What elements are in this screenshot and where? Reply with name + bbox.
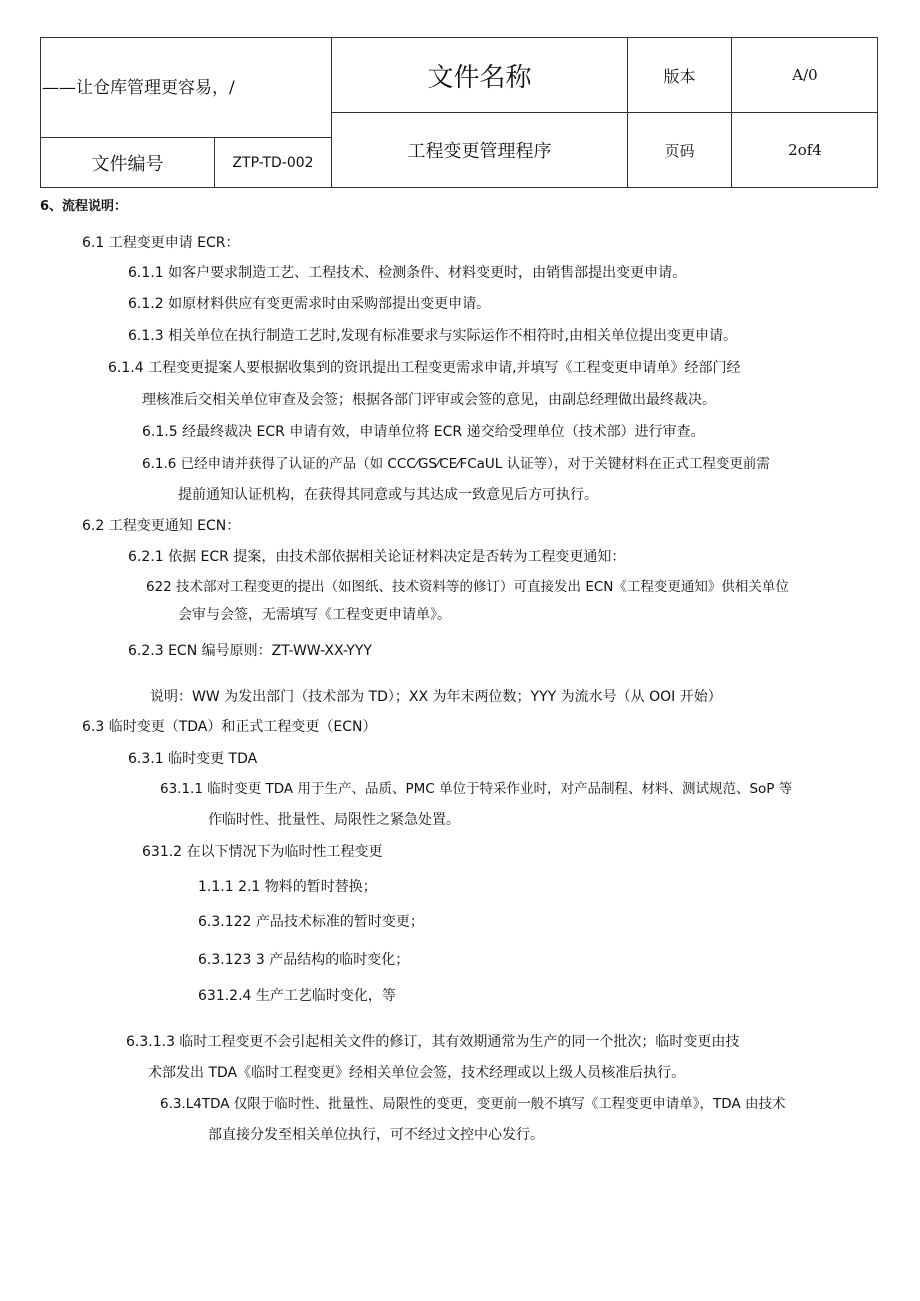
body-line: 提前通知认证机构，在获得其同意或与其达成一致意见后方可执行。 (178, 487, 598, 503)
doc-number-value: ZTP-TD-002 (232, 155, 314, 171)
body-line: 6.2 工程变更通知 ECN： (82, 518, 241, 534)
body-line: 6.1.1 如客户要求制造工艺、工程技术、检测条件、材料变更时，由销售部提出变更申请。 (128, 265, 687, 281)
section-title: 6、流程说明： (40, 199, 128, 214)
body-line: 6.3.123 3 产品结构的临时变化； (198, 952, 410, 968)
doc-number-label: 文件编号 (91, 154, 164, 175)
company-slogan: ——让仓库管理更容易，/ (42, 77, 235, 98)
body-line: 术部发出 TDA《临时工程变更》经相关单位会签，技术经理或以上级人员核准后执行。 (148, 1065, 686, 1081)
version-label: 版本 (663, 66, 696, 86)
body-line: 会审与会签，无需填写《工程变更申请单》。 (178, 607, 451, 623)
doc-name-label: 文件名称 (427, 62, 532, 93)
body-line: 6.2.1 依据 ECR 提案，由技术部依据相关论证材料决定是否转为工程变更通知： (128, 549, 626, 565)
body-line: 6.3.1.3 临时工程变更不会引起相关文件的修订，其有效期通常为生产的同一个批次；临时变更由技 (126, 1034, 740, 1050)
body-line: 631.2 在以下情况下为临时性工程变更 (142, 844, 383, 860)
body-line: 1.1.1 2.1 物料的暂时替换； (198, 879, 377, 895)
body-line: 部直接分发至相关单位执行，可不经过文控中心发行。 (208, 1127, 544, 1143)
doc-title: 工程变更管理程序 (407, 141, 552, 162)
body-line: 622 技术部对工程变更的提出（如图纸、技术资料等的修订）可直接发出 ECN《工程变更通知》供相关单位 (146, 579, 789, 595)
body-line: 6.3.1 临时变更 TDA (128, 751, 258, 767)
body-line: 说明：WW 为发出部门（技术部为 TD）；XX 为年末两位数；YYY 为流水号（从 OOI 开始） (150, 689, 722, 705)
body-line: 631.2.4 生产工艺临时变化，等 (198, 988, 396, 1004)
body-line: 6.2.3 ECN 编号原则：ZT-WW-XX-YYY (128, 643, 372, 659)
body-line: 理核准后交相关单位审查及会签；根据各部门评审或会签的意见，由副总经理做出最终裁决。 (142, 392, 716, 408)
body-line: 6.1.6 已经申请并获得了认证的产品（如 CCC⁄GS⁄CE⁄FCaUL 认证等），对于关键材料在正式工程变更前需 (142, 456, 770, 472)
body-line: 6.3 临时变更（TDA）和正式工程变更（ECN） (82, 719, 377, 735)
body-line: 6.1.2 如原材料供应有变更需求时由采购部提出变更申请。 (128, 296, 491, 312)
body-line: 6.1.4 工程变更提案人要根据收集到的资讯提出工程变更需求申请,并填写《工程变更申请单》经部门经 (108, 360, 741, 376)
body-line: 6.3.122 产品技术标准的暂时变更； (198, 914, 424, 930)
page-label: 页码 (664, 141, 695, 160)
body-line: 6.1 工程变更申请 ECR： (82, 235, 240, 251)
version-value: A/0 (792, 66, 818, 84)
body-line: 63.1.1 临时变更 TDA 用于生产、品质、PMC 单位于特采作业时，对产品制程、材料、测试规范、SoP 等 (160, 781, 793, 797)
page-value: 2of4 (788, 141, 822, 159)
body-line: 作临时性、批量性、局限性之紧急处置。 (208, 812, 460, 828)
body-line: 6.1.3 相关单位在执行制造工艺时,发现有标准要求与实际运作不相符时,由相关单位提出变更申请。 (128, 328, 737, 344)
body-line: 6.1.5 经最终裁决 ECR 申请有效，申请单位将 ECR 递交给受理单位（技术部）进行审查。 (142, 424, 705, 440)
body-line: 6.3.L4TDA 仅限于临时性、批量性、局限性的变更，变更前一般不填写《工程变更申请单》，TDA 由技术 (160, 1096, 786, 1112)
